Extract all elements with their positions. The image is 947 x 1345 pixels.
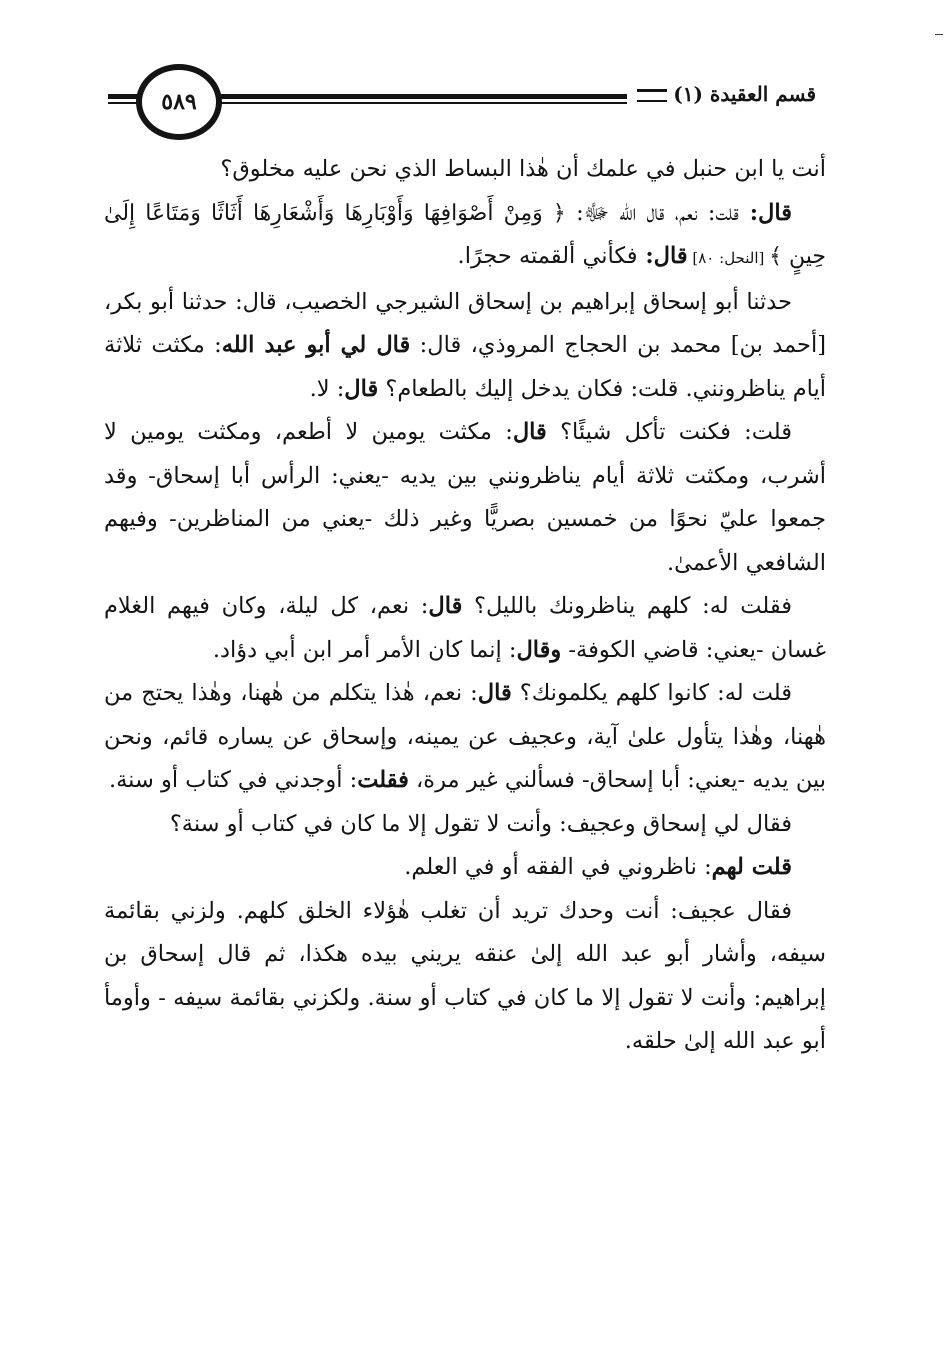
speaker-label: قال: [738, 199, 793, 226]
text-segment: : إنما كان الأمر أمر ابن أبي دؤاد. [212, 636, 517, 663]
text-segment: : مكثت يومين لا أطعم، ومكثت يومين لا أشرب، ومكثت ثلاثة أيام يناظرونني بين يديه -يعني: الرأس أبا إسحاق- وقد جمعوا عليّ نحوًا من خمسين بصريًّا وغير ذلك -يعني من المناظرين- وفيهم الشافعي الأعمىٰ. [104, 419, 826, 576]
speaker-label: وقال [516, 636, 562, 663]
text-segment: : نعم، هٰذا يتكلم من هٰهنا، وهٰذا يحتج من هٰهنا، وهٰذا يتأول علىٰ آية، وعجيف عن يمينه، وإسحاق عن يساره قائم، ونحن بين يديه -يعني: أبا إسحاق- فسألني غير مرة، [104, 680, 826, 793]
speaker-label: قال لي أبو عبد الله [221, 332, 411, 358]
quran-verse: ﴿ وَمِنْ أَصْوَافِهَا وَأَوْبَارِهَا وَأَشْعَارِهَا أَثَاثًا وَمَتَاعًا إِلَىٰ حِينٍ ﴾ [104, 200, 826, 269]
verse-reference: [النحل: ٨٠] [687, 249, 770, 267]
text-segment: : مكثت ثلاثة أيام يناظرونني. قلت: فكان يدخل إليك بالطعام؟ [104, 332, 826, 402]
text-segment: قلت: فكنت تأكل شيئًا؟ [546, 419, 792, 445]
speaker-label: قال [428, 593, 463, 619]
text-segment: : أوجدني في كتاب أو سنة. [108, 767, 358, 793]
text-segment: فقلت له: كلهم يناظرونك بالليل؟ [462, 593, 792, 619]
page-body [104, 148, 826, 1064]
section-title [627, 82, 822, 106]
paragraph [104, 672, 826, 803]
speaker-label: فقلت [357, 767, 409, 793]
text-segment: : ناظروني في الفقه أو في العلم. [404, 854, 712, 880]
speaker-label: قال [477, 680, 512, 706]
text-segment: فكأني ألقمته حجرًا. [457, 243, 638, 269]
paragraph [104, 411, 826, 585]
margin-mark [935, 34, 943, 43]
speaker-label: قال [512, 419, 547, 445]
speaker-label: قال [344, 375, 379, 402]
text-segment: قلت له: كانوا كلهم يكلمونك؟ [511, 680, 793, 706]
text-segment: : نعم، كل ليلة، وكان فيهم الغلام غسان -يعني: قاضي الكوفة- [104, 593, 826, 663]
page-number: ٥٨٩ [161, 89, 197, 115]
paragraph: فقال عجيف: أنت وحدك تريد أن تغلب هٰؤلاء الخلق كلهم. ولزني بقائمة سيفه، وأشار أبو عبد الله إلىٰ عنقه يريني بيده هكذا، ثم قال إسحاق بن إبراهيم: وأنت لا تقول إلا ما كان في كتاب أو سنة. ولكزني بقائمة سيفه - وأومأ أبو عبد الله إلىٰ حلقه. [104, 897, 826, 1054]
speaker-label: قال: [637, 243, 688, 269]
paragraph: فقال لي إسحاق وعجيف: وأنت لا تقول إلا ما كان في كتاب أو سنة؟ [169, 810, 792, 837]
title-ornament [637, 89, 667, 102]
page-header [108, 58, 822, 136]
text-segment: قلت: نعم، قال الله ﷻ: [565, 199, 739, 226]
text-segment: : لا. [309, 375, 345, 402]
paragraph [104, 585, 826, 672]
page-number-oval [136, 64, 222, 140]
paragraph: أنت يا ابن حنبل في علمك أن هٰذا البساط الذي نحن عليه مخلوق؟ [220, 156, 826, 182]
paragraph [104, 846, 826, 890]
paragraph [104, 192, 826, 281]
speaker-label: قلت لهم [711, 854, 792, 880]
text-segment: حدثنا أبو إسحاق إبراهيم بن إسحاق الشيرجي الخصيب، قال: حدثنا أبو بكر، [أحمد بن] محمد بن الحجاج المروذي، قال: [104, 288, 826, 358]
paragraph [104, 281, 826, 412]
section-title-text: قسم العقيدة (١) [673, 82, 816, 106]
